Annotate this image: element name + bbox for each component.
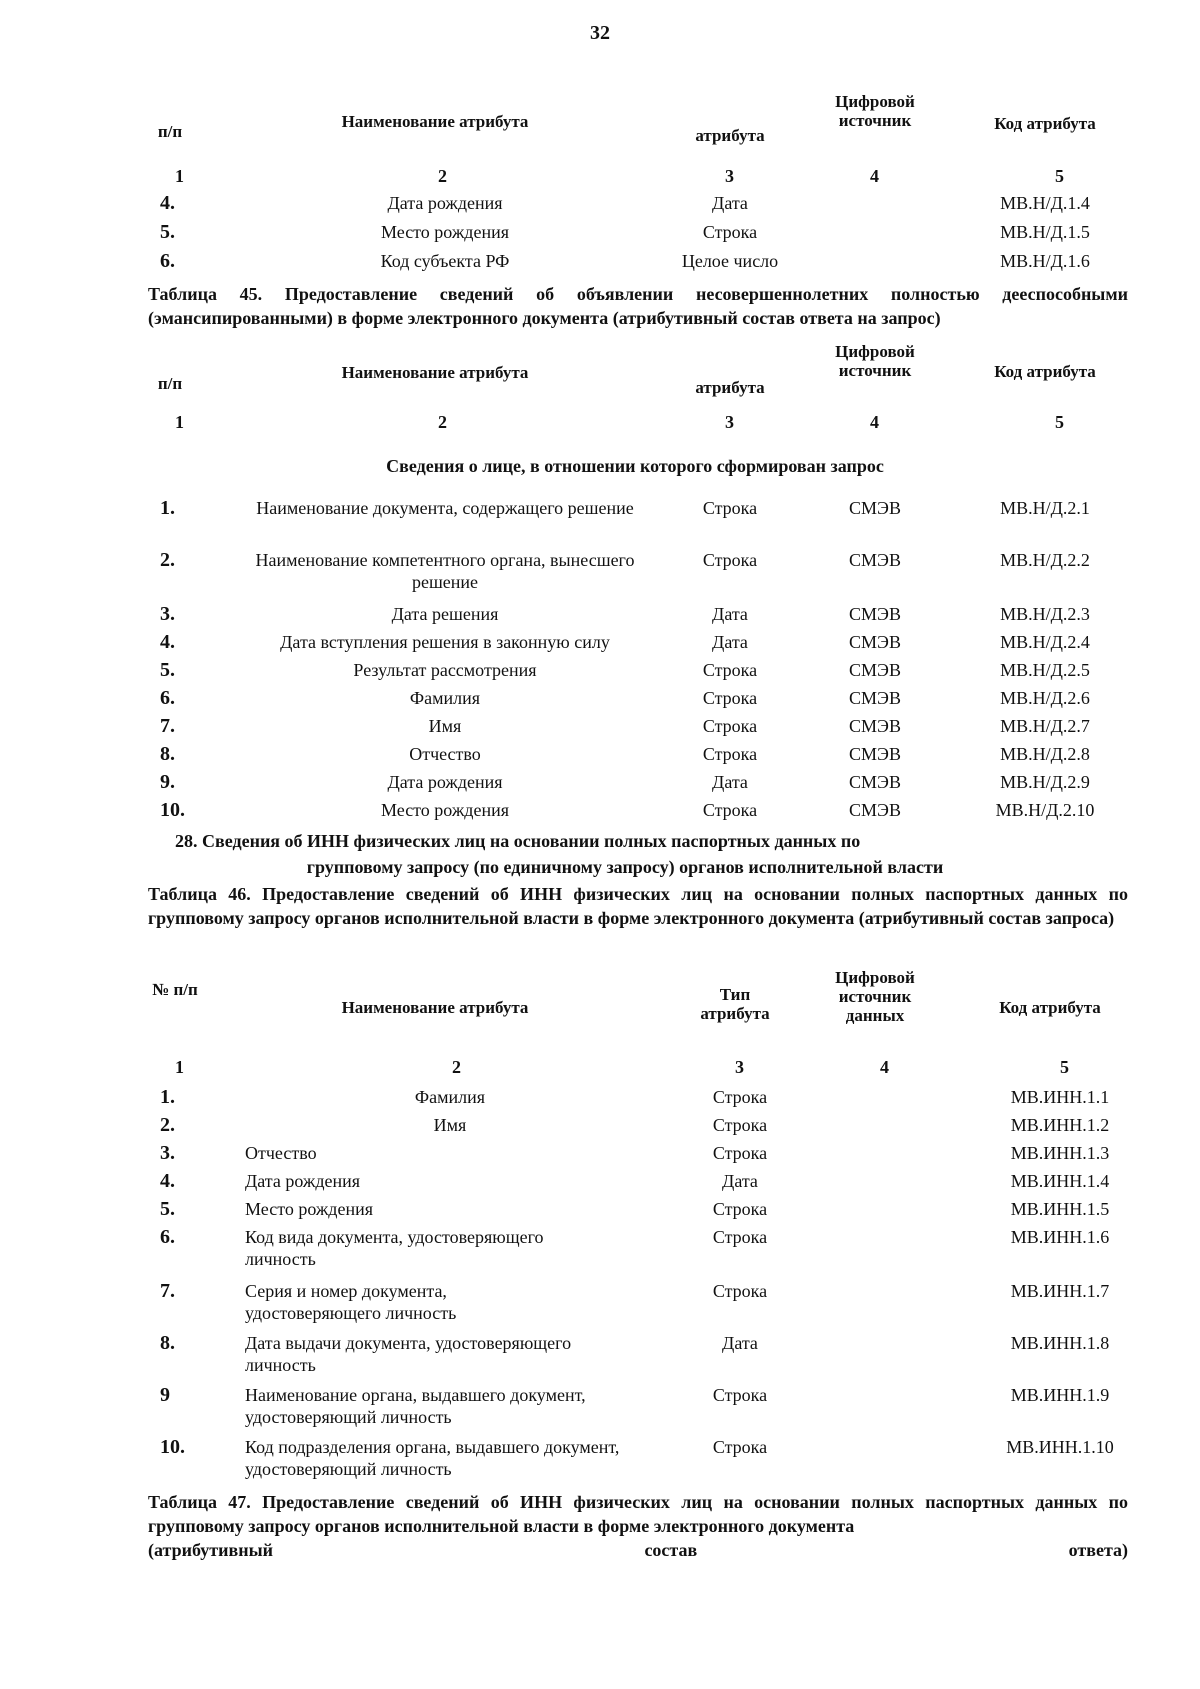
row-code: МВ.Н/Д.2.5 xyxy=(1000,660,1090,680)
row-type: Целое число xyxy=(681,251,779,271)
row-type: Строка xyxy=(712,1199,768,1219)
row-name: Код вида документа, удостоверяющего личность xyxy=(245,1227,544,1269)
row-code: МВ.Н/Д.2.3 xyxy=(1000,604,1090,624)
row-name: Дата рождения xyxy=(387,772,503,792)
header-code: Код атрибута xyxy=(999,998,1101,1017)
row-code: МВ.ИНН.1.7 xyxy=(1010,1281,1110,1301)
header-num: № п/п xyxy=(152,980,198,999)
row-code: МВ.Н/Д.2.8 xyxy=(1000,744,1090,764)
header-name: Наименование атрибута xyxy=(341,363,529,382)
row-name: Место рождения xyxy=(380,222,509,242)
row-num: 6. xyxy=(160,1226,175,1248)
row-name: Код подразделения органа, выдавшего документ, удостоверяющий личность xyxy=(245,1437,620,1479)
row-num: 2. xyxy=(160,549,175,571)
row-code: МВ.Н/Д.1.4 xyxy=(1000,193,1090,213)
row-name: Серия и номер документа, удостоверяющего личность xyxy=(245,1281,457,1323)
row-type: Дата xyxy=(722,1333,758,1353)
row-code: МВ.ИНН.1.10 xyxy=(1006,1437,1114,1457)
colnum-1: 1 xyxy=(175,412,184,432)
row-code: МВ.Н/Д.1.5 xyxy=(1000,222,1090,242)
row-name: Дата вступления решения в законную силу xyxy=(280,632,610,652)
row-code: МВ.Н/Д.2.9 xyxy=(1000,772,1090,792)
row-source: СМЭВ xyxy=(849,716,901,736)
row-num: 6. xyxy=(160,250,175,272)
colnum-4: 4 xyxy=(870,166,879,186)
section-28-line-2: групповому запросу (по единичному запросу) органов исполнительной власти xyxy=(306,857,944,877)
row-num: 5. xyxy=(160,221,175,243)
row-name: Имя xyxy=(433,1115,467,1135)
header-source: Цифровой источник xyxy=(835,92,915,130)
row-num: 10. xyxy=(160,799,185,821)
row-type: Дата xyxy=(722,1171,758,1191)
row-name: Имя xyxy=(428,716,462,736)
row-name: Дата рождения xyxy=(245,1171,361,1191)
row-name: Наименование компетентного органа, вынесшего решение xyxy=(255,550,635,592)
row-code: МВ.ИНН.1.9 xyxy=(1010,1385,1110,1405)
section-title: Сведения о лице, в отношении которого сформирован запрос xyxy=(386,456,884,476)
row-code: МВ.Н/Д.2.6 xyxy=(1000,688,1090,708)
row-type: Дата xyxy=(712,193,748,213)
header-type: Тип атрибута xyxy=(700,985,770,1023)
row-source: СМЭВ xyxy=(849,688,901,708)
colnum-3: 3 xyxy=(725,412,734,432)
caption-47-last-line xyxy=(148,1538,1128,1562)
row-type: Дата xyxy=(712,632,748,652)
colnum-3: 3 xyxy=(725,166,734,186)
row-type: Строка xyxy=(702,744,758,764)
row-type: Строка xyxy=(712,1227,768,1247)
header-type: атрибута xyxy=(695,126,765,145)
section-28-line-1: 28. Сведения об ИНН физических лиц на основании полных паспортных данных по xyxy=(175,831,861,851)
row-source: СМЭВ xyxy=(849,498,901,518)
row-source: СМЭВ xyxy=(849,632,901,652)
row-num: 2. xyxy=(160,1114,175,1136)
row-type: Строка xyxy=(702,550,758,570)
row-type: Строка xyxy=(702,800,758,820)
row-name: Место рождения xyxy=(245,1199,374,1219)
colnum-2: 2 xyxy=(452,1057,461,1077)
section-28-heading xyxy=(175,829,1075,879)
row-num: 9 xyxy=(160,1384,170,1406)
header-code: Код атрибута xyxy=(994,114,1096,133)
caption-table-45: Таблица 45. Предоставление сведений об объявлении несовершеннолетних полностью дееспособными (эмансипированными) в форме электронного документа (атрибутивный состав ответа на запрос) xyxy=(148,284,1128,328)
row-num: 6. xyxy=(160,687,175,709)
row-name: Наименование органа, выдавшего документ, удостоверяющий личность xyxy=(245,1385,586,1427)
row-type: Строка xyxy=(702,688,758,708)
row-name: Фамилия xyxy=(414,1087,486,1107)
row-num: 5. xyxy=(160,659,175,681)
colnum-5: 5 xyxy=(1055,166,1064,186)
row-num: 1. xyxy=(160,497,175,519)
row-num: 4. xyxy=(160,631,175,653)
row-type: Дата xyxy=(712,772,748,792)
colnum-2: 2 xyxy=(438,412,447,432)
row-num: 8. xyxy=(160,1332,175,1354)
row-name: Код субъекта РФ xyxy=(380,251,510,271)
row-num: 3. xyxy=(160,1142,175,1164)
row-source: СМЭВ xyxy=(849,744,901,764)
row-source: СМЭВ xyxy=(849,772,901,792)
row-num: 10. xyxy=(160,1436,185,1458)
row-code: МВ.Н/Д.2.4 xyxy=(1000,632,1090,652)
row-num: 4. xyxy=(160,192,175,214)
row-code: МВ.ИНН.1.6 xyxy=(1010,1227,1110,1247)
row-name: Дата выдачи документа, удостоверяющего личность xyxy=(245,1333,572,1375)
row-type: Строка xyxy=(712,1437,768,1457)
colnum-5: 5 xyxy=(1055,412,1064,432)
row-code: МВ.ИНН.1.4 xyxy=(1010,1171,1110,1191)
row-num: 5. xyxy=(160,1198,175,1220)
row-num: 8. xyxy=(160,743,175,765)
row-name: Дата рождения xyxy=(387,193,503,213)
row-num: 4. xyxy=(160,1170,175,1192)
colnum-2: 2 xyxy=(438,166,447,186)
row-name: Результат рассмотрения xyxy=(353,660,537,680)
header-num: п/п xyxy=(157,122,183,141)
caption-47-word-1: (атрибутивный xyxy=(148,1540,274,1560)
row-code: МВ.Н/Д.2.10 xyxy=(995,800,1095,820)
row-name: Дата решения xyxy=(391,604,499,624)
caption-47-word-3: ответа) xyxy=(1068,1540,1128,1560)
row-source: СМЭВ xyxy=(849,550,901,570)
row-type: Строка xyxy=(712,1281,768,1301)
caption-table-46: Таблица 46. Предоставление сведений об ИНН физических лиц на основании полных паспортных данных по групповому запросу органов исполнительной власти в форме электронного документа (атрибутивный состав запроса) xyxy=(148,884,1128,928)
row-code: МВ.Н/Д.1.6 xyxy=(1000,251,1090,271)
row-type: Строка xyxy=(702,660,758,680)
colnum-4: 4 xyxy=(880,1057,889,1077)
row-code: МВ.ИНН.1.3 xyxy=(1010,1143,1110,1163)
row-code: МВ.ИНН.1.8 xyxy=(1010,1333,1110,1353)
header-code: Код атрибута xyxy=(994,362,1096,381)
row-num: 7. xyxy=(160,1280,175,1302)
row-type: Строка xyxy=(712,1385,768,1405)
caption-47-word-2: состав xyxy=(644,1540,698,1560)
row-num: 1. xyxy=(160,1086,175,1108)
header-type: атрибута xyxy=(695,378,765,397)
row-name: Отчество xyxy=(245,1143,317,1163)
page-number: 32 xyxy=(590,22,610,44)
caption-47-main: Таблица 47. Предоставление сведений об ИНН физических лиц на основании полных паспортных данных по групповому запросу органов исполнительной власти в форме электронного документа xyxy=(148,1492,1128,1536)
row-name: Отчество xyxy=(409,744,481,764)
row-name: Фамилия xyxy=(409,688,481,708)
colnum-1: 1 xyxy=(175,1057,184,1077)
header-source: Цифровой источник данных xyxy=(835,968,915,1025)
row-code: МВ.Н/Д.2.2 xyxy=(1000,550,1090,570)
row-code: МВ.ИНН.1.2 xyxy=(1010,1115,1110,1135)
row-code: МВ.ИНН.1.5 xyxy=(1010,1199,1110,1219)
row-type: Строка xyxy=(712,1115,768,1135)
header-name: Наименование атрибута xyxy=(341,112,529,131)
caption-table-47 xyxy=(148,1490,1128,1562)
row-code: МВ.Н/Д.2.7 xyxy=(1000,716,1090,736)
row-source: СМЭВ xyxy=(849,800,901,820)
row-type: Строка xyxy=(712,1087,768,1107)
header-name: Наименование атрибута xyxy=(341,998,529,1017)
row-num: 7. xyxy=(160,715,175,737)
header-source: Цифровой источник xyxy=(835,342,915,380)
row-source: СМЭВ xyxy=(849,604,901,624)
row-name: Наименование документа, содержащего решение xyxy=(256,498,634,518)
header-num: п/п xyxy=(157,374,183,393)
row-type: Дата xyxy=(712,604,748,624)
colnum-4: 4 xyxy=(870,412,879,432)
row-source: СМЭВ xyxy=(849,660,901,680)
row-code: МВ.Н/Д.2.1 xyxy=(1000,498,1090,518)
row-name: Место рождения xyxy=(380,800,509,820)
row-type: Строка xyxy=(702,222,758,242)
row-type: Строка xyxy=(712,1143,768,1163)
row-type: Строка xyxy=(702,498,758,518)
colnum-1: 1 xyxy=(175,166,184,186)
row-num: 9. xyxy=(160,771,175,793)
colnum-5: 5 xyxy=(1060,1057,1069,1077)
row-code: МВ.ИНН.1.1 xyxy=(1010,1087,1110,1107)
row-type: Строка xyxy=(702,716,758,736)
row-num: 3. xyxy=(160,603,175,625)
colnum-3: 3 xyxy=(735,1057,744,1077)
